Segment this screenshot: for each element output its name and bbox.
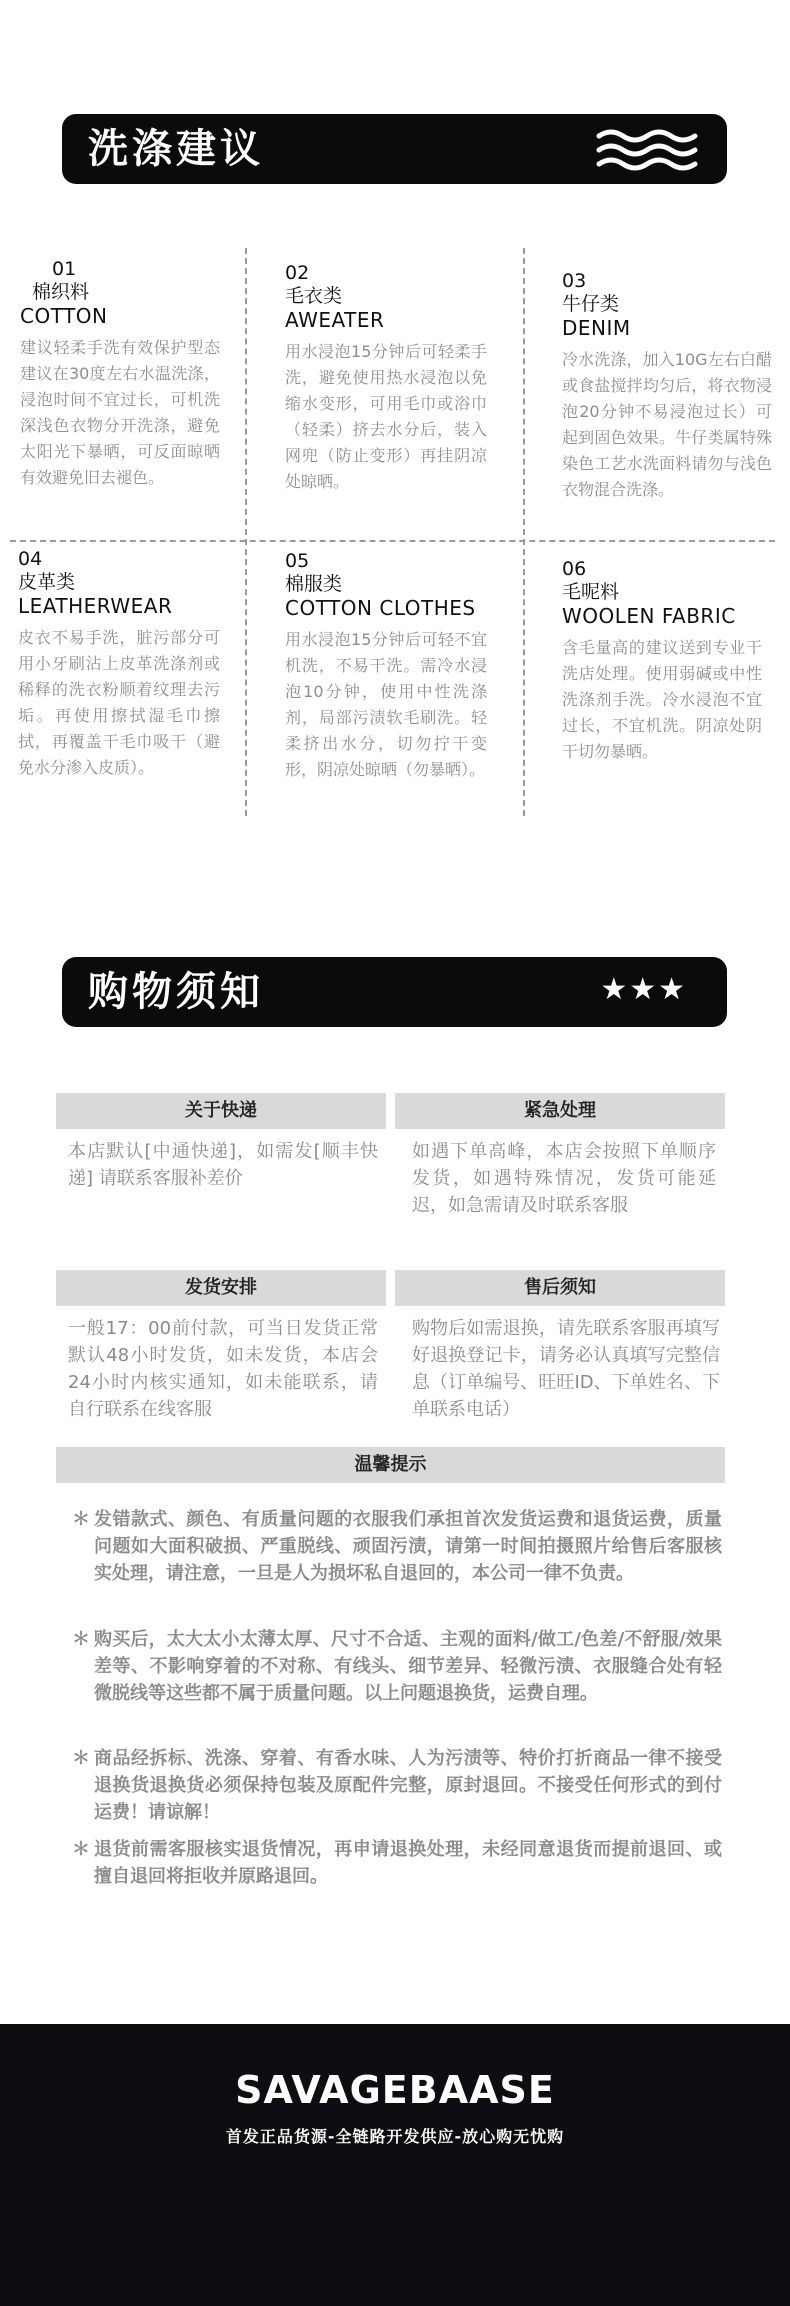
- box-head-shipping: 发货安排: [56, 1270, 386, 1306]
- item-number: 06: [562, 558, 587, 580]
- item-cn-name: 棉服类: [285, 572, 343, 595]
- tip-text: 发错款式、颜色、有质量问题的衣服我们承担首次发货运费和退货运费，质量问题如大面积破损、严重脱线、顽固污渍，请第一时间拍摄照片给售后客服核实处理，请注意，一旦是人为损坏私自退回的，本公司一律不负责。: [94, 1509, 722, 1584]
- box-head-express: 关于快递: [56, 1093, 386, 1129]
- wash-item-denim: [562, 270, 782, 503]
- wash-grid: [0, 240, 790, 820]
- wash-item-cotton-clothes: [285, 550, 505, 783]
- asterisk-icon: ＊: [72, 1839, 90, 1860]
- wash-item-sweater: [285, 262, 505, 495]
- item-description: 用水浸泡15分钟后可轻不宜机洗，不易干洗。需冷水浸泡10分钟，使用中性洗涤剂，局部污渍软毛刷洗。轻柔挤出水分，切勿拧干变形，阴凉处晾晒（勿暴晒）。: [285, 629, 487, 779]
- item-description: 含毛量高的建议送到专业干洗店处理。使用弱碱或中性洗涤剂手洗。冷水浸泡不宜过长，不宜机洗。阴凉处阴干切勿暴晒。: [562, 637, 762, 761]
- grid-divider: [523, 248, 525, 816]
- wash-item-leather: [18, 548, 238, 781]
- item-number: 05: [285, 550, 310, 572]
- wash-section-banner: [62, 114, 727, 184]
- item-description: 皮衣不易手洗，脏污部分可用小牙刷沾上皮革洗涤剂或稀释的洗衣粉顺着纹理去污垢。再使用擦拭湿毛巾擦拭，再覆盖干毛巾吸干（避免水分渗入皮质）。: [18, 627, 220, 777]
- item-cn-name: 毛呢料: [562, 580, 620, 603]
- asterisk-icon: ＊: [72, 1629, 90, 1650]
- item-cn-name: 棉织料: [32, 280, 90, 303]
- item-en-name: DENIM: [562, 315, 631, 340]
- stars-icon: ★★★: [600, 972, 687, 1007]
- tips-head: 温馨提示: [56, 1447, 725, 1483]
- wash-item-cotton: [20, 258, 240, 491]
- asterisk-icon: ＊: [72, 1748, 90, 1769]
- tip-item: [72, 1745, 722, 1826]
- item-en-name: LEATHERWEAR: [18, 593, 173, 618]
- waves-icon: [595, 128, 699, 172]
- footer: [0, 2024, 790, 2306]
- box-text-express: 本店默认[中通快递]，如需发[顺丰快递] 请联系客服补差价: [68, 1141, 378, 1189]
- item-number: 01: [52, 258, 77, 280]
- shop-section-title: 购物须知: [88, 969, 264, 1015]
- grid-divider: [245, 248, 247, 816]
- item-description: 用水浸泡15分钟后可轻柔手洗，避免使用热水浸泡以免缩水变形，可用毛巾或浴巾（轻柔）挤去水分后，装入网兜（防止变形）再挂阴凉处晾晒。: [285, 341, 487, 491]
- tip-text: 购买后，太大太小太薄太厚、尺寸不合适、主观的面料/做工/色差/不舒服/效果差等、不影响穿着的不对称、有线头、细节差异、轻微污渍、衣服缝合处有轻微脱线等这些都不属于质量问题。以上问题退换货，运费自理。: [94, 1629, 722, 1704]
- tip-item: [72, 1626, 722, 1707]
- tip-item: [72, 1506, 722, 1587]
- box-head-aftersale: 售后须知: [395, 1270, 725, 1306]
- item-number: 02: [285, 262, 310, 284]
- wash-section-title: 洗涤建议: [88, 126, 264, 172]
- item-description: 建议轻柔手洗有效保护型态建议在30度左右水温洗涤，浸泡时间不宜过长，可机洗深浅色衣物分开洗涤，避免太阳光下暴晒，可反面晾晒有效避免旧去褪色。: [20, 337, 220, 487]
- item-number: 03: [562, 270, 587, 292]
- box-text-aftersale: 购物后如需退换，请先联系客服再填写好退换登记卡，请务必认真填写完整信息（订单编号、旺旺ID、下单姓名、下单联系电话）: [412, 1318, 720, 1420]
- item-en-name: WOOLEN FABRIC: [562, 603, 736, 628]
- tip-text: 商品经拆标、洗涤、穿着、有香水味、人为污渍等、特价打折商品一律不接受退换货退换货必须保持包装及原配件完整，原封退回。不接受任何形式的到付运费！请谅解！: [94, 1748, 722, 1823]
- item-cn-name: 牛仔类: [562, 292, 620, 315]
- item-cn-name: 毛衣类: [285, 284, 343, 307]
- tip-text: 退货前需客服核实退货情况，再申请退换处理，未经同意退货而提前退回、或擅自退回将拒收并原路退回。: [94, 1839, 722, 1887]
- item-cn-name: 皮革类: [18, 570, 76, 593]
- wash-item-woolen: [562, 558, 782, 765]
- box-text-urgent: 如遇下单高峰，本店会按照下单顺序发货，如遇特殊情况，发货可能延迟，如急需请及时联系客服: [412, 1141, 716, 1216]
- item-en-name: COTTON: [20, 303, 108, 328]
- item-en-name: AWEATER: [285, 307, 385, 332]
- brand-slogan: 首发正品货源-全链路开发供应-放心购无忧购: [225, 2127, 565, 2146]
- item-en-name: COTTON CLOTHES: [285, 595, 476, 620]
- asterisk-icon: ＊: [72, 1509, 90, 1530]
- box-text-shipping: 一般17：00前付款，可当日发货正常默认48小时发货，如未发货，本店会24小时内核实通知，如未能联系，请自行联系在线客服: [68, 1318, 378, 1420]
- grid-divider: [10, 540, 775, 542]
- shop-section-banner: [62, 957, 727, 1027]
- tip-item: [72, 1836, 722, 1890]
- box-head-urgent: 紧急处理: [395, 1093, 725, 1129]
- item-description: 冷水洗涤，加入10G左右白醋或食盐搅拌均匀后，将衣物浸泡20分钟不易浸泡过长）可起到固色效果。牛仔类属特殊染色工艺水洗面料请勿与浅色衣物混合洗涤。: [562, 349, 772, 499]
- item-number: 04: [18, 548, 43, 570]
- brand-logo: SAVAGEBAASE: [235, 2068, 555, 2112]
